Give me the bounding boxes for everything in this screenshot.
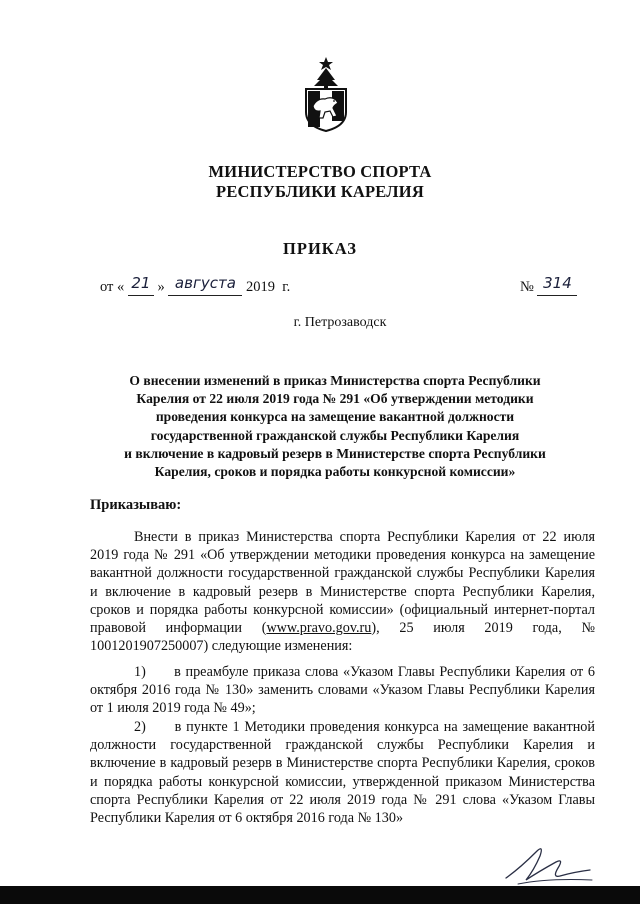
document-type: ПРИКАЗ: [283, 239, 357, 258]
order-number-line: [520, 274, 577, 296]
list-item-text: 2) в пункте 1 Методики проведения конкурса на замещение вакантной должности государственной гражданской службы Республики Карелия и включение в кадровый резерв в Министерстве спорта Республики Карелия, сроков и порядка работы конкурсной комиссии, утвержденной приказом Министерства спорта Республики Карелия от 22 июля 2019 года № 291 слова «Указом Главы Республики Карелия от 6 октября 2016 года № 130»: [90, 719, 599, 827]
ministry-name-line1: МИНИСТЕРСТВО СПОРТА: [208, 162, 432, 181]
date-prefix: от «: [100, 279, 125, 295]
date-month-field: [168, 274, 242, 296]
paragraph-text-end: ), 25 июля 2019 года, № 1001201907250007) следующие изменения:: [90, 620, 595, 655]
number-prefix: №: [520, 279, 534, 295]
date-mid: »: [157, 279, 165, 295]
karelia-coat-of-arms-icon: [303, 56, 349, 132]
heading-line: Карелия от 22 июля 2019 года № 291 «Об утверждении методики: [136, 391, 534, 407]
date-month: августа: [174, 274, 236, 292]
signature-icon: [498, 832, 598, 892]
heading-line: Карелия, сроков и порядка работы конкурсной комиссии»: [154, 464, 516, 480]
ministry-name-line2: РЕСПУБЛИКИ КАРЕЛИЯ: [216, 182, 424, 201]
order-number: 314: [543, 274, 572, 292]
pravo-link[interactable]: www.pravo.gov.ru: [266, 620, 372, 637]
paragraph-text: Внести в приказ Министерства спорта Республики Карелия от 22 июля 2019 года № 291 «Об утверждении методики проведения конкурса на замещение вакантной должности государственной гражданской службы Республики Карелия и включение в кадровый резерв в Министерстве спорта Республики Карелия, сроков и порядка работы конкурсной комиссии» (официальный интернет-портал правовой информации (: [90, 529, 595, 637]
order-heading: [90, 372, 580, 481]
list-item-2: [90, 718, 599, 827]
date-year: 2019 г.: [246, 279, 291, 295]
heading-line: О внесении изменений в приказ Министерства спорта Республики: [129, 373, 541, 388]
list-item-1: [90, 663, 603, 718]
paragraph-main: [90, 528, 595, 655]
order-word: Приказываю:: [90, 497, 182, 513]
heading-line: проведения конкурса на замещение вакантной должности: [155, 409, 515, 425]
city: г. Петрозаводск: [293, 315, 387, 330]
date-day-field: [128, 274, 154, 296]
heading-line: и включение в кадровый резерв в Министерстве спорта Республики: [124, 445, 546, 461]
scan-border: [0, 886, 640, 904]
date-line: [100, 274, 291, 296]
order-number-field: [537, 274, 577, 296]
list-item-text: 1) в преамбуле приказа слова «Указом Главы Республики Карелия от 6 октября 2016 года № 130» заменить словами «Указом Главы Республики Карелия от 1 июля 2019 года № 49»;: [90, 664, 603, 717]
heading-line: государственной гражданской службы Республики Карелия: [150, 427, 520, 443]
date-day: 21: [131, 274, 151, 292]
